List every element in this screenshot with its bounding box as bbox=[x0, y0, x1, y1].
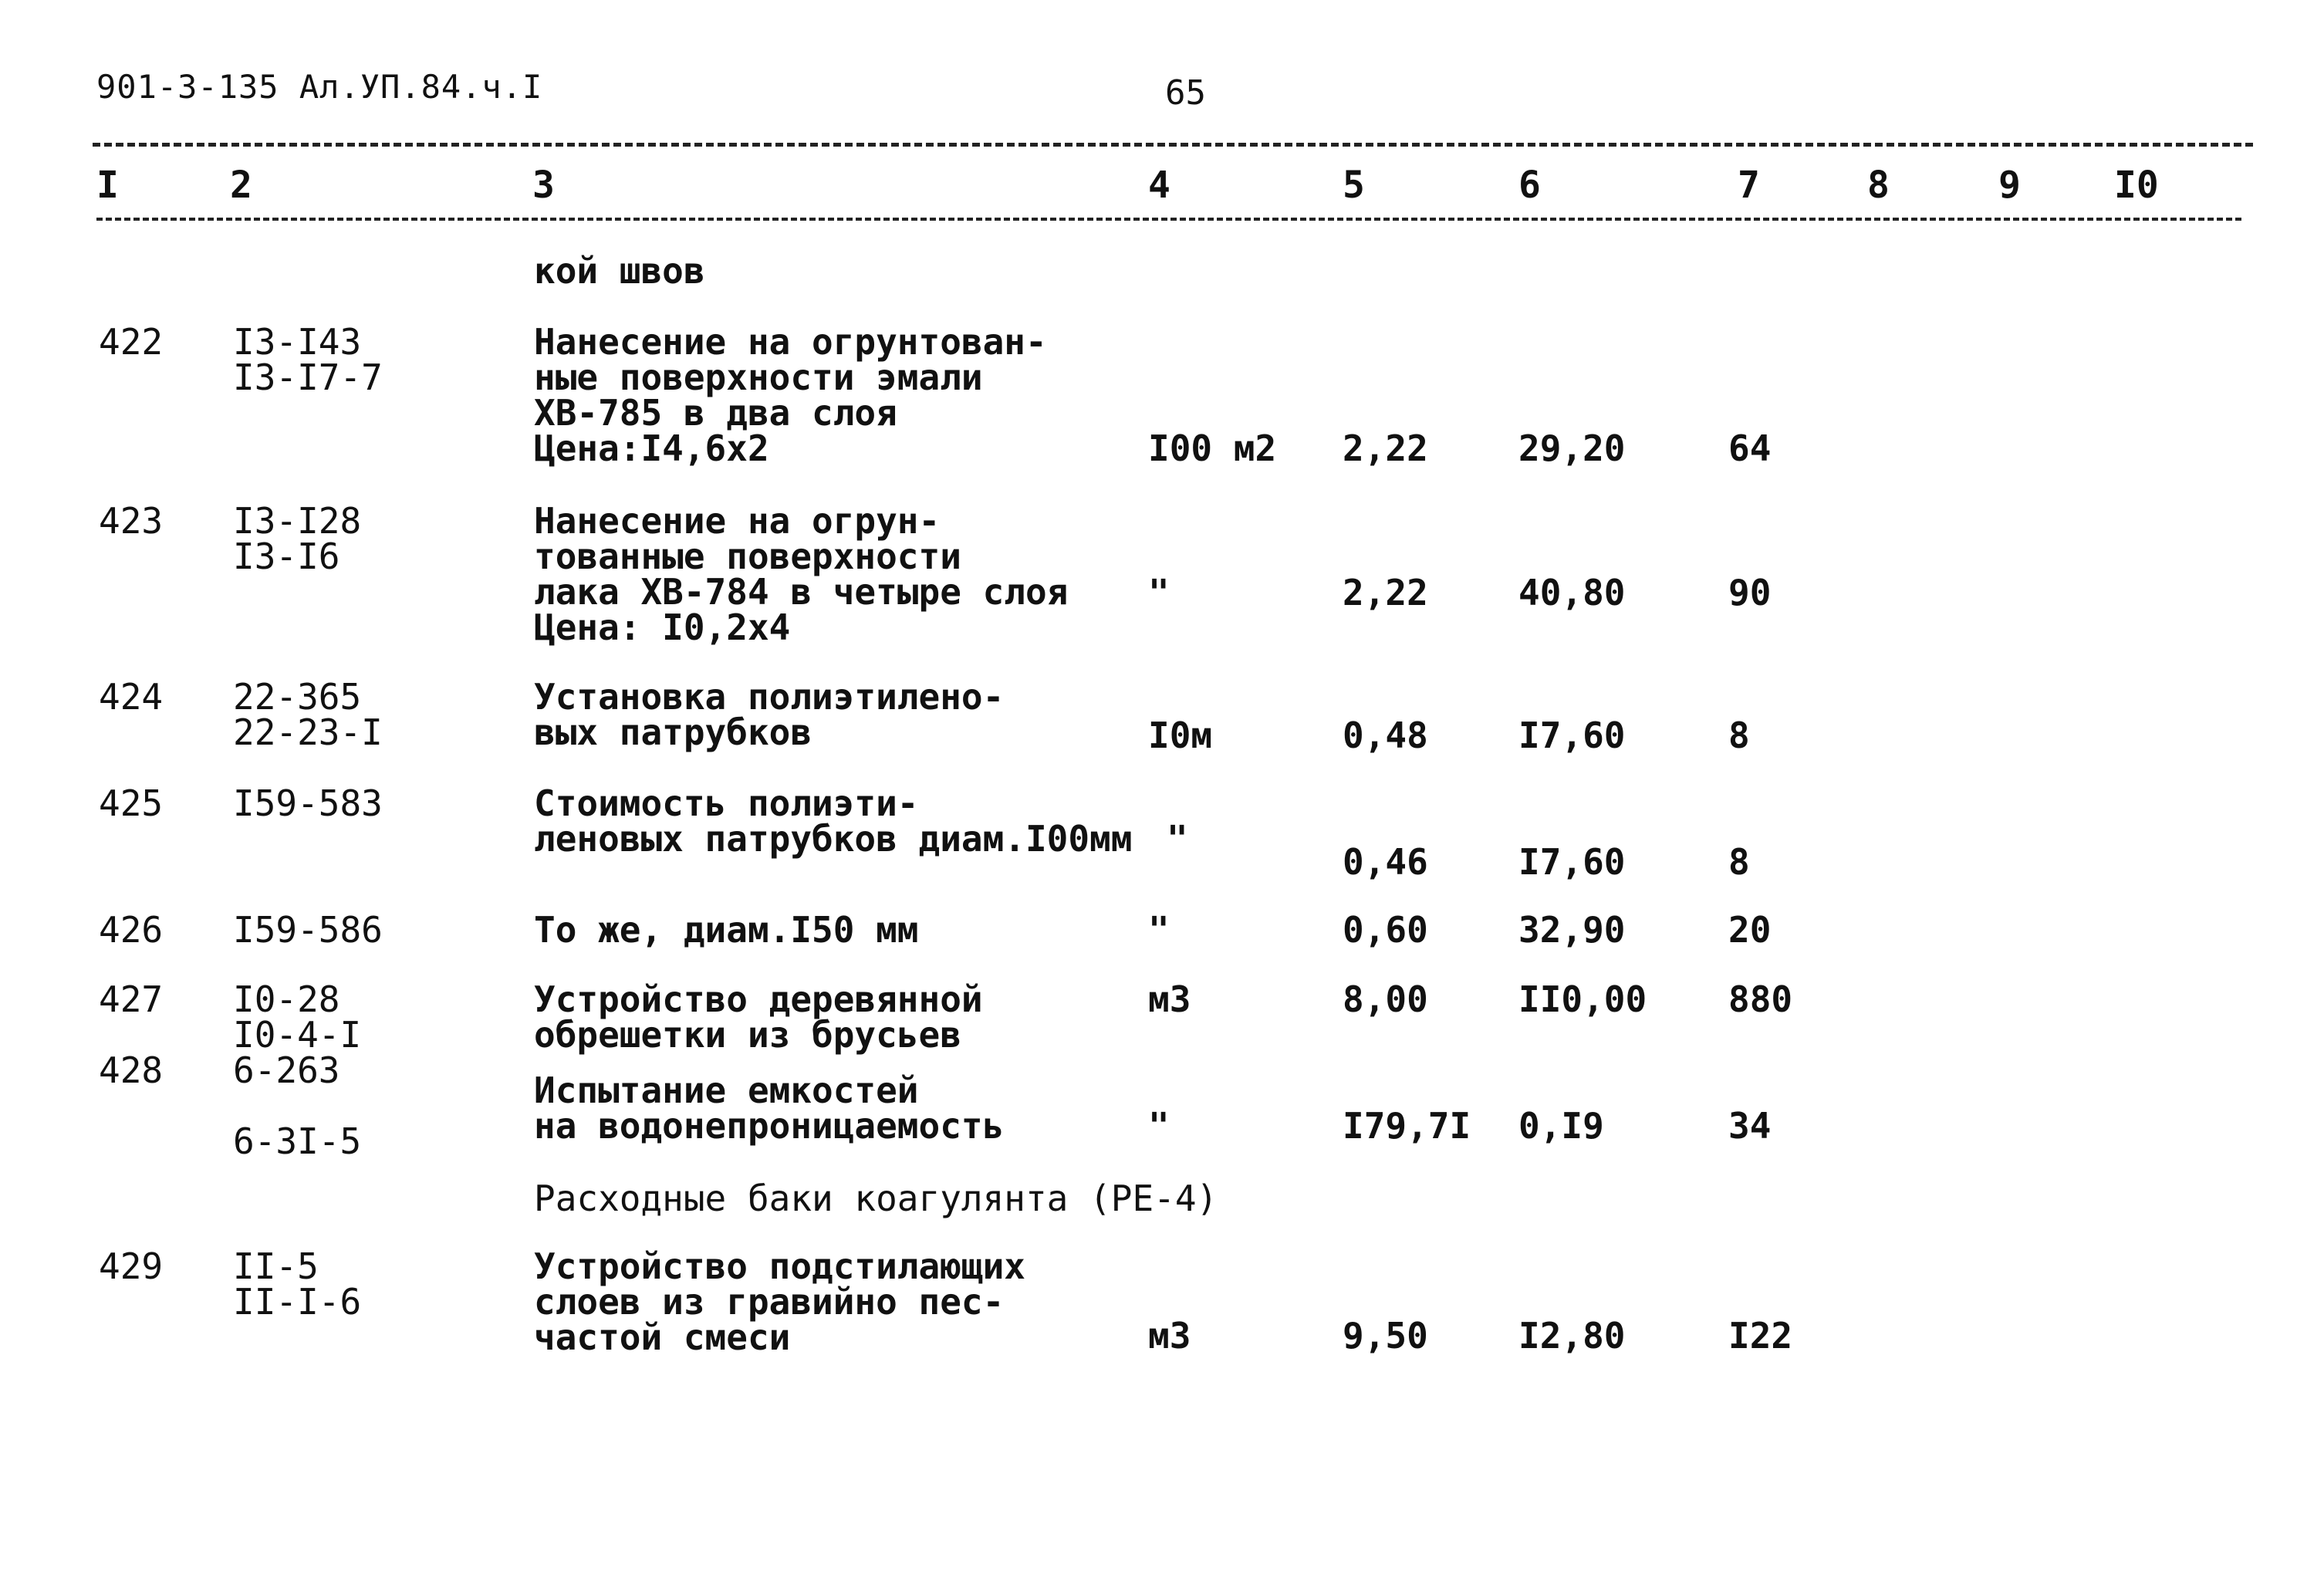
row-426-price: 32,90 bbox=[1518, 909, 1626, 951]
document-code: 901-3-135 Ал.УП.84.ч.I bbox=[96, 68, 543, 106]
column-header-7: 7 bbox=[1738, 164, 1760, 207]
column-header-2: 2 bbox=[230, 164, 252, 207]
row-425-number: 425 bbox=[99, 782, 164, 824]
row-427-total: 880 bbox=[1728, 978, 1793, 1020]
column-header-5: 5 bbox=[1343, 164, 1365, 207]
row-429-code: II-5 II-I-6 bbox=[233, 1245, 362, 1323]
row-425-quantity: 0,46 bbox=[1343, 841, 1428, 883]
row-422-total: 64 bbox=[1728, 427, 1772, 469]
row-426-unit: " bbox=[1148, 909, 1170, 951]
row-422-description: Нанесение на огрунтован- ные поверхности эмали ХВ-785 в два слоя Цена:I4,6х2 bbox=[534, 321, 1047, 469]
row-426-total: 20 bbox=[1728, 909, 1772, 951]
header-dashed-rule bbox=[96, 218, 2241, 221]
row-424-total: 8 bbox=[1728, 715, 1750, 756]
row-427-quantity: 8,00 bbox=[1343, 978, 1428, 1020]
row-429-quantity: 9,50 bbox=[1343, 1315, 1428, 1357]
row-422-unit: I00 м2 bbox=[1148, 427, 1277, 469]
row-425-total: 8 bbox=[1728, 841, 1750, 883]
row-427-price: II0,00 bbox=[1518, 978, 1647, 1020]
row-426-code: I59-586 bbox=[233, 909, 383, 951]
column-header-3: 3 bbox=[532, 164, 555, 207]
row-428-quantity: I79,7I bbox=[1343, 1105, 1471, 1147]
column-header-10: I0 bbox=[2114, 164, 2159, 207]
row-428-price: 0,I9 bbox=[1518, 1105, 1604, 1147]
column-header-6: 6 bbox=[1518, 164, 1541, 207]
page-number: 65 bbox=[1165, 73, 1206, 113]
row-424-quantity: 0,48 bbox=[1343, 715, 1428, 756]
row-423-description: Нанесение на огрун- тованные поверхности лака ХВ-784 в четыре слоя Цена: I0,2х4 bbox=[534, 500, 1069, 648]
column-header-1: I bbox=[96, 164, 119, 207]
row-428-total: 34 bbox=[1728, 1105, 1772, 1147]
row-426-quantity: 0,60 bbox=[1343, 909, 1428, 951]
top-dashed-rule bbox=[93, 143, 2253, 147]
row-429-description: Устройство подстилающих слоев из гравийно пес- частой смеси bbox=[534, 1245, 1025, 1358]
row-425-price: I7,60 bbox=[1518, 841, 1626, 883]
row-423-quantity: 2,22 bbox=[1343, 572, 1428, 613]
column-header-8: 8 bbox=[1867, 164, 1890, 207]
row-425-code: I59-583 bbox=[233, 782, 383, 824]
row-422-code: I3-I43 I3-I7-7 bbox=[233, 321, 383, 398]
row-422-number: 422 bbox=[99, 321, 164, 363]
row-425-description: Стоимость полиэти- леновых патрубков диам.I00мм bbox=[534, 782, 1133, 860]
row-423-total: 90 bbox=[1728, 572, 1772, 613]
column-header-4: 4 bbox=[1148, 164, 1170, 207]
row-424-number: 424 bbox=[99, 676, 164, 718]
row-423-number: 423 bbox=[99, 500, 164, 542]
row-422-quantity: 2,22 bbox=[1343, 427, 1428, 469]
row-427-code: I0-28 I0-4-I bbox=[233, 978, 362, 1056]
row-428-number: 428 bbox=[99, 1049, 164, 1091]
row-422-price: 29,20 bbox=[1518, 427, 1626, 469]
section-title: Расходные баки коагулянта (PE-4) bbox=[534, 1178, 1218, 1219]
row-426-number: 426 bbox=[99, 909, 164, 951]
row-428-description: Испытание емкостей на водонепроницаемость bbox=[534, 1070, 1005, 1147]
row-428-code: 6-263 6-3I-5 bbox=[233, 1049, 362, 1162]
column-header-9: 9 bbox=[1998, 164, 2021, 207]
row-424-price: I7,60 bbox=[1518, 715, 1626, 756]
row-428-unit: " bbox=[1148, 1105, 1170, 1147]
row-427-description: Устройство деревянной обрешетки из брусьев bbox=[534, 978, 983, 1056]
row-429-price: I2,80 bbox=[1518, 1315, 1626, 1357]
row-423-code: I3-I28 I3-I6 bbox=[233, 500, 362, 577]
row-429-number: 429 bbox=[99, 1245, 164, 1287]
row-423-unit: " bbox=[1148, 572, 1170, 613]
row-429-total: I22 bbox=[1728, 1315, 1793, 1357]
row-424-description: Установка полиэтилено- вых патрубков bbox=[534, 676, 1005, 753]
row-425-unit: " bbox=[1167, 818, 1188, 860]
row-424-unit: I0м bbox=[1148, 715, 1213, 756]
row-424-code: 22-365 22-23-I bbox=[233, 676, 383, 753]
row-429-unit: м3 bbox=[1148, 1315, 1191, 1357]
row-427-unit: м3 bbox=[1148, 978, 1191, 1020]
continuation-text: кой швов bbox=[534, 250, 705, 292]
row-427-number: 427 bbox=[99, 978, 164, 1020]
row-426-description: То же, диам.I50 мм bbox=[534, 909, 919, 951]
row-423-price: 40,80 bbox=[1518, 572, 1626, 613]
